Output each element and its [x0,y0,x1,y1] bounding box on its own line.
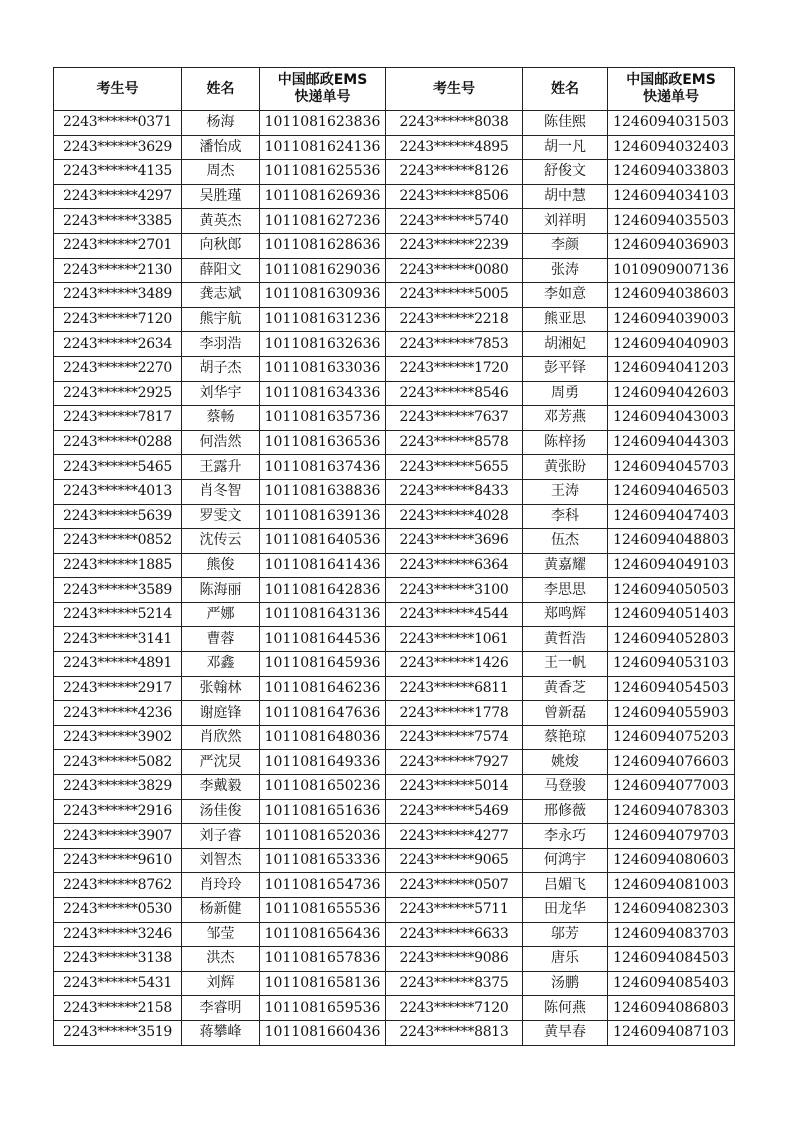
student-name-cell: 彭平铎 [523,356,608,381]
table-row [54,898,735,923]
student-name-cell: 陈佳熙 [523,111,608,136]
student-name-cell: 邓鑫 [182,652,260,677]
student-name-cell: 黄张盼 [523,455,608,480]
exam-number-cell: 2243******9086 [386,947,523,972]
student-name-cell: 汤鹏 [523,971,608,996]
exam-number-cell: 2243******5711 [386,898,523,923]
student-name-cell: 吴胜瑾 [182,184,260,209]
student-name-cell: 周勇 [523,381,608,406]
student-name-cell: 胡子杰 [182,356,260,381]
student-name-cell: 潘怡成 [182,135,260,160]
exam-number-cell: 2243******8506 [386,184,523,209]
exam-number-cell: 2243******3829 [54,775,182,800]
table-body [54,111,735,1046]
ems-number-cell: 1246094053103 [608,652,735,677]
ems-number-cell: 1010909007136 [608,258,735,283]
ems-number-cell: 1011081654736 [260,873,386,898]
ems-number-cell: 1246094048803 [608,529,735,554]
exam-number-cell: 2243******5469 [386,799,523,824]
ems-number-cell: 1011081637436 [260,455,386,480]
ems-number-cell: 1246094078303 [608,799,735,824]
exam-number-cell: 2243******5740 [386,209,523,234]
ems-number-cell: 1011081623836 [260,111,386,136]
table-row [54,799,735,824]
ems-number-cell: 1011081636536 [260,430,386,455]
exam-number-cell: 2243******3246 [54,922,182,947]
exam-number-cell: 2243******3138 [54,947,182,972]
ems-number-cell: 1246094087103 [608,1020,735,1045]
ems-number-cell: 1011081639136 [260,504,386,529]
ems-number-cell: 1246094076603 [608,750,735,775]
ems-number-cell: 1011081649336 [260,750,386,775]
ems-number-cell: 1246094085403 [608,971,735,996]
ems-number-cell: 1246094049103 [608,553,735,578]
ems-number-cell: 1011081644536 [260,627,386,652]
student-name-cell: 刘辉 [182,971,260,996]
student-name-cell: 罗雯文 [182,504,260,529]
ems-number-cell: 1246094046503 [608,479,735,504]
exam-number-cell: 2243******2925 [54,381,182,406]
exam-number-cell: 2243******3100 [386,578,523,603]
exam-number-cell: 2243******9610 [54,848,182,873]
ems-number-cell: 1246094080603 [608,848,735,873]
student-name-cell: 黄早春 [523,1020,608,1045]
table-row [54,1020,735,1045]
table-row [54,184,735,209]
header-name: 姓名 [182,68,260,111]
student-name-cell: 刘智杰 [182,848,260,873]
exam-number-cell: 2243******4013 [54,479,182,504]
ems-number-cell: 1246094079703 [608,824,735,849]
exam-number-cell: 2243******3589 [54,578,182,603]
exam-number-cell: 2243******0507 [386,873,523,898]
ems-number-cell: 1246094040903 [608,332,735,357]
student-name-cell: 陈何燕 [523,996,608,1021]
exam-number-cell: 2243******3696 [386,529,523,554]
student-name-cell: 胡一凡 [523,135,608,160]
table-row [54,848,735,873]
ems-number-cell: 1246094052803 [608,627,735,652]
student-name-cell: 马登骏 [523,775,608,800]
ems-number-cell: 1011081633036 [260,356,386,381]
table-row [54,701,735,726]
exam-number-cell: 2243******3902 [54,725,182,750]
ems-number-cell: 1246094035503 [608,209,735,234]
exam-number-cell: 2243******0288 [54,430,182,455]
student-name-cell: 龚志斌 [182,283,260,308]
student-name-cell: 姚焌 [523,750,608,775]
student-name-cell: 陈海丽 [182,578,260,603]
exam-number-cell: 2243******2239 [386,233,523,258]
exam-number-cell: 2243******7853 [386,332,523,357]
student-name-cell: 李睿明 [182,996,260,1021]
student-name-cell: 肖欣然 [182,725,260,750]
exam-number-cell: 2243******2270 [54,356,182,381]
ems-number-cell: 1011081653336 [260,848,386,873]
student-name-cell: 杨新健 [182,898,260,923]
student-name-cell: 杨海 [182,111,260,136]
ems-number-cell: 1246094086803 [608,996,735,1021]
exam-number-cell: 2243******8375 [386,971,523,996]
exam-number-cell: 2243******7637 [386,406,523,431]
header-ems-number: 中国邮政EMS 快递单号 [260,68,386,111]
ems-number-cell: 1011081658136 [260,971,386,996]
table-row [54,307,735,332]
exam-number-cell: 2243******8762 [54,873,182,898]
exam-number-cell: 2243******5465 [54,455,182,480]
ems-number-cell: 1246094031503 [608,111,735,136]
exam-number-cell: 2243******4028 [386,504,523,529]
ems-number-cell: 1246094047403 [608,504,735,529]
exam-number-cell: 2243******7120 [54,307,182,332]
student-name-cell: 张翰林 [182,676,260,701]
student-name-cell: 周杰 [182,160,260,185]
exam-number-cell: 2243******4135 [54,160,182,185]
ems-number-cell: 1246094043003 [608,406,735,431]
student-name-cell: 邬芳 [523,922,608,947]
exam-number-cell: 2243******8578 [386,430,523,455]
student-name-cell: 邓芳燕 [523,406,608,431]
table-row [54,430,735,455]
header-name: 姓名 [523,68,608,111]
ems-number-cell: 1011081629036 [260,258,386,283]
ems-number-cell: 1011081642836 [260,578,386,603]
table-row [54,750,735,775]
table-row [54,996,735,1021]
table-row [54,602,735,627]
student-name-cell: 李思思 [523,578,608,603]
student-name-cell: 何鸿宇 [523,848,608,873]
ems-number-cell: 1011081626936 [260,184,386,209]
ems-number-cell: 1011081640536 [260,529,386,554]
exam-number-cell: 2243******7574 [386,725,523,750]
exam-number-cell: 2243******7927 [386,750,523,775]
exam-number-cell: 2243******0852 [54,529,182,554]
ems-number-cell: 1011081660436 [260,1020,386,1045]
ems-number-cell: 1011081659536 [260,996,386,1021]
ems-number-cell: 1011081627236 [260,209,386,234]
table-row [54,233,735,258]
exam-number-cell: 2243******1720 [386,356,523,381]
ems-number-cell: 1246094083703 [608,922,735,947]
ems-number-cell: 1246094050503 [608,578,735,603]
ems-number-cell: 1011081651636 [260,799,386,824]
ems-number-cell: 1246094054503 [608,676,735,701]
ems-number-cell: 1011081638836 [260,479,386,504]
student-name-cell: 洪杰 [182,947,260,972]
exam-number-cell: 2243******5214 [54,602,182,627]
ems-number-cell: 1011081646236 [260,676,386,701]
exam-number-cell: 2243******1061 [386,627,523,652]
ems-number-cell: 1246094051403 [608,602,735,627]
exam-number-cell: 2243******3141 [54,627,182,652]
exam-number-cell: 2243******8126 [386,160,523,185]
exam-number-cell: 2243******2701 [54,233,182,258]
exam-number-cell: 2243******5639 [54,504,182,529]
student-name-cell: 汤佳俊 [182,799,260,824]
student-name-cell: 邢修薇 [523,799,608,824]
student-name-cell: 胡中慧 [523,184,608,209]
exam-number-cell: 2243******2916 [54,799,182,824]
student-name-cell: 沈传云 [182,529,260,554]
student-name-cell: 胡湘妃 [523,332,608,357]
student-name-cell: 李颜 [523,233,608,258]
ems-number-cell: 1011081648036 [260,725,386,750]
exam-number-cell: 2243******6633 [386,922,523,947]
exam-number-cell: 2243******0530 [54,898,182,923]
ems-number-cell: 1011081641436 [260,553,386,578]
exam-number-cell: 2243******4544 [386,602,523,627]
table-row [54,160,735,185]
exam-number-cell: 2243******5014 [386,775,523,800]
ems-number-cell: 1011081647636 [260,701,386,726]
table-row [54,356,735,381]
table-row [54,504,735,529]
ems-number-cell: 1246094084503 [608,947,735,972]
table-row [54,553,735,578]
student-name-cell: 王涛 [523,479,608,504]
exam-number-cell: 2243******4297 [54,184,182,209]
header-ems-number: 中国邮政EMS 快递单号 [608,68,735,111]
table-row [54,947,735,972]
ems-number-cell: 1011081635736 [260,406,386,431]
ems-number-cell: 1011081634336 [260,381,386,406]
student-name-cell: 邹莹 [182,922,260,947]
student-name-cell: 李羽浩 [182,332,260,357]
exam-number-cell: 2243******2130 [54,258,182,283]
table-row [54,652,735,677]
ems-number-cell: 1246094077003 [608,775,735,800]
ems-number-cell: 1011081630936 [260,283,386,308]
exam-number-cell: 2243******6364 [386,553,523,578]
student-name-cell: 李科 [523,504,608,529]
exam-number-cell: 2243******1426 [386,652,523,677]
ems-number-cell: 1011081657836 [260,947,386,972]
exam-number-cell: 2243******2158 [54,996,182,1021]
student-name-cell: 向秋郎 [182,233,260,258]
ems-number-cell: 1011081631236 [260,307,386,332]
exam-number-cell: 2243******3907 [54,824,182,849]
ems-number-cell: 1246094081003 [608,873,735,898]
exam-number-cell: 2243******5655 [386,455,523,480]
student-name-cell: 熊宇航 [182,307,260,332]
ems-number-cell: 1246094042603 [608,381,735,406]
student-name-cell: 曾新磊 [523,701,608,726]
student-name-cell: 熊俊 [182,553,260,578]
exam-number-cell: 2243******7817 [54,406,182,431]
exam-number-cell: 2243******3519 [54,1020,182,1045]
table-row [54,578,735,603]
exam-number-cell: 2243******2917 [54,676,182,701]
table-row [54,258,735,283]
student-name-cell: 刘华宇 [182,381,260,406]
ems-number-cell: 1246094041203 [608,356,735,381]
ems-number-cell: 1246094045703 [608,455,735,480]
student-name-cell: 薛阳文 [182,258,260,283]
table-row [54,873,735,898]
student-name-cell: 吕媚飞 [523,873,608,898]
student-name-cell: 田龙华 [523,898,608,923]
ems-number-cell: 1246094082303 [608,898,735,923]
ems-number-cell: 1246094044303 [608,430,735,455]
table-row [54,775,735,800]
exam-number-cell: 2243******5005 [386,283,523,308]
student-name-cell: 蔡畅 [182,406,260,431]
student-name-cell: 严娜 [182,602,260,627]
exam-number-cell: 2243******4236 [54,701,182,726]
exam-number-cell: 2243******7120 [386,996,523,1021]
ems-number-cell: 1011081643136 [260,602,386,627]
exam-number-cell: 2243******1885 [54,553,182,578]
student-name-cell: 蔡艳琼 [523,725,608,750]
ems-number-cell: 1246094075203 [608,725,735,750]
table-row [54,332,735,357]
student-name-cell: 刘祥明 [523,209,608,234]
exam-number-cell: 2243******3385 [54,209,182,234]
ems-number-cell: 1246094055903 [608,701,735,726]
student-name-cell: 蒋攀峰 [182,1020,260,1045]
exam-number-cell: 2243******0371 [54,111,182,136]
table-row [54,111,735,136]
ems-number-cell: 1246094034103 [608,184,735,209]
table-row [54,971,735,996]
student-name-cell: 王一帆 [523,652,608,677]
table-row [54,676,735,701]
exam-number-cell: 2243******5431 [54,971,182,996]
header-exam-number: 考生号 [386,68,523,111]
table-row [54,479,735,504]
student-name-cell: 肖玲玲 [182,873,260,898]
student-name-cell: 谢庭锋 [182,701,260,726]
ems-number-cell: 1246094032403 [608,135,735,160]
student-name-cell: 曹蓉 [182,627,260,652]
ems-number-cell: 1011081652036 [260,824,386,849]
student-name-cell: 李如意 [523,283,608,308]
student-name-cell: 王露升 [182,455,260,480]
ems-number-cell: 1011081655536 [260,898,386,923]
exam-number-cell: 2243******0080 [386,258,523,283]
table-row [54,209,735,234]
student-name-cell: 唐乐 [523,947,608,972]
student-name-cell: 黄香芝 [523,676,608,701]
exam-number-cell: 2243******4895 [386,135,523,160]
table-row [54,529,735,554]
ems-number-cell: 1011081625536 [260,160,386,185]
student-name-cell: 黄嘉耀 [523,553,608,578]
student-name-cell: 肖冬智 [182,479,260,504]
exam-number-cell: 2243******3489 [54,283,182,308]
exam-number-cell: 2243******8546 [386,381,523,406]
table-row [54,135,735,160]
table-row [54,381,735,406]
student-name-cell: 熊亚思 [523,307,608,332]
exam-number-cell: 2243******1778 [386,701,523,726]
student-name-cell: 黄哲浩 [523,627,608,652]
ems-number-cell: 1011081624136 [260,135,386,160]
table-row [54,922,735,947]
table-row [54,627,735,652]
student-name-cell: 黄英杰 [182,209,260,234]
student-name-cell: 李戴毅 [182,775,260,800]
header-exam-number: 考生号 [54,68,182,111]
exam-number-cell: 2243******6811 [386,676,523,701]
table-row [54,455,735,480]
exam-number-cell: 2243******8433 [386,479,523,504]
exam-number-cell: 2243******4277 [386,824,523,849]
exam-number-cell: 2243******8813 [386,1020,523,1045]
student-name-cell: 张涛 [523,258,608,283]
ems-number-cell: 1246094038603 [608,283,735,308]
ems-number-cell: 1246094039003 [608,307,735,332]
student-name-cell: 陈梓扬 [523,430,608,455]
header-row [54,68,735,111]
table-header [54,68,735,111]
ems-number-cell: 1011081632636 [260,332,386,357]
student-name-cell: 李永巧 [523,824,608,849]
ems-number-cell: 1246094036903 [608,233,735,258]
student-name-cell: 严沈炅 [182,750,260,775]
table-row [54,406,735,431]
student-name-cell: 舒俊文 [523,160,608,185]
ems-number-cell: 1011081628636 [260,233,386,258]
exam-number-cell: 2243******8038 [386,111,523,136]
exam-number-cell: 2243******4891 [54,652,182,677]
student-name-cell: 何浩然 [182,430,260,455]
ems-number-cell: 1011081650236 [260,775,386,800]
table-row [54,725,735,750]
ems-number-cell: 1246094033803 [608,160,735,185]
student-name-cell: 伍杰 [523,529,608,554]
ems-roster-table [53,67,735,1046]
exam-number-cell: 2243******9065 [386,848,523,873]
student-name-cell: 郑鸣辉 [523,602,608,627]
table-row [54,824,735,849]
ems-number-cell: 1011081645936 [260,652,386,677]
table-row [54,283,735,308]
exam-number-cell: 2243******2218 [386,307,523,332]
exam-number-cell: 2243******3629 [54,135,182,160]
ems-number-cell: 1011081656436 [260,922,386,947]
exam-number-cell: 2243******2634 [54,332,182,357]
student-name-cell: 刘子睿 [182,824,260,849]
exam-number-cell: 2243******5082 [54,750,182,775]
